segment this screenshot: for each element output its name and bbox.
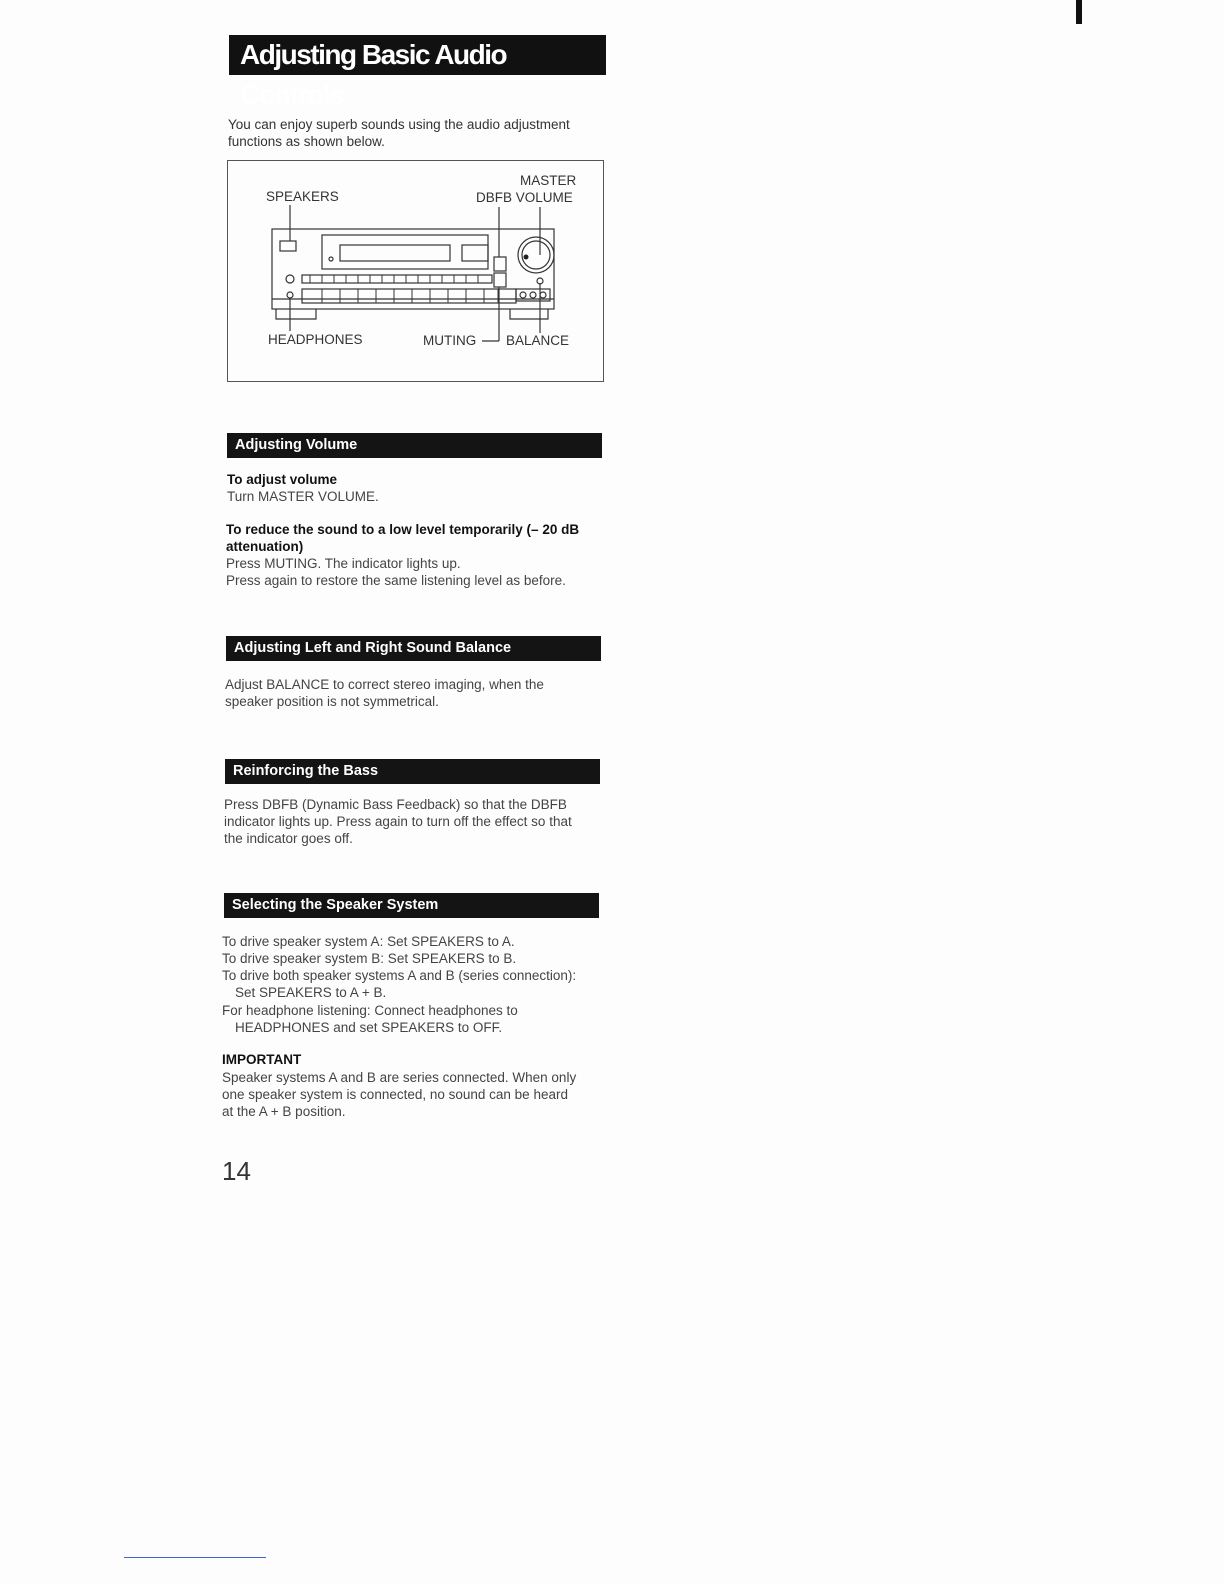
section-heading-volume: Adjusting Volume: [227, 433, 602, 458]
text-speaker-5: For headphone listening: Connect headphones to: [222, 1003, 518, 1018]
text-muting-1: Press MUTING. The indicator lights up.: [226, 556, 461, 571]
label-speakers: SPEAKERS: [266, 189, 339, 204]
receiver-diagram: [227, 160, 604, 382]
text-balance-1: Adjust BALANCE to correct stereo imaging, when the: [225, 677, 544, 692]
text-bass-1: Press DBFB (Dynamic Bass Feedback) so that the DBFB: [224, 797, 567, 812]
label-dbfb-volume: DBFB VOLUME: [476, 190, 573, 205]
text-bass-2: indicator lights up. Press again to turn off the effect so that: [224, 814, 572, 829]
page-title: Adjusting Basic Audio Controls: [229, 35, 606, 75]
text-speaker-1: To drive speaker system A: Set SPEAKERS to A.: [222, 934, 515, 949]
label-master: MASTER: [520, 173, 577, 188]
label-headphones: HEADPHONES: [268, 332, 363, 347]
text-speaker-2: To drive speaker system B: Set SPEAKERS to B.: [222, 951, 517, 966]
receiver-front-panel: [228, 161, 603, 381]
important-text-2: one speaker system is connected, no sound can be heard: [222, 1087, 568, 1102]
text-muting-2: Press again to restore the same listening level as before.: [226, 573, 566, 588]
text-speaker-4: Set SPEAKERS to A + B.: [235, 985, 387, 1000]
label-muting: MUTING: [423, 333, 477, 348]
text-balance-2: speaker position is not symmetrical.: [225, 694, 439, 709]
section-heading-balance: Adjusting Left and Right Sound Balance: [226, 636, 601, 661]
intro-text: You can enjoy superb sounds using the audio adjustment functions as shown below.: [228, 117, 570, 149]
text-speaker-6: HEADPHONES and set SPEAKERS to OFF.: [235, 1020, 503, 1035]
text-adjust-volume: Turn MASTER VOLUME.: [227, 489, 379, 504]
label-balance: BALANCE: [506, 333, 570, 348]
important-text-3: at the A + B position.: [222, 1104, 346, 1119]
section-heading-bass: Reinforcing the Bass: [225, 759, 600, 784]
important-label: IMPORTANT: [222, 1052, 302, 1067]
page-edge-mark: [1076, 0, 1082, 24]
section-heading-speaker: Selecting the Speaker System: [224, 893, 599, 918]
subheading-adjust-volume: To adjust volume: [227, 472, 338, 487]
subheading-reduce-sound-2: attenuation): [226, 539, 304, 554]
text-speaker-3: To drive both speaker systems A and B (series connection):: [222, 968, 577, 983]
footer-rule: [124, 1557, 266, 1558]
important-text-1: Speaker systems A and B are series connected. When only: [222, 1070, 577, 1085]
page-number: 14: [222, 1156, 251, 1186]
text-bass-3: the indicator goes off.: [224, 831, 353, 846]
subheading-reduce-sound-1: To reduce the sound to a low level temporarily (– 20 dB: [226, 522, 580, 537]
